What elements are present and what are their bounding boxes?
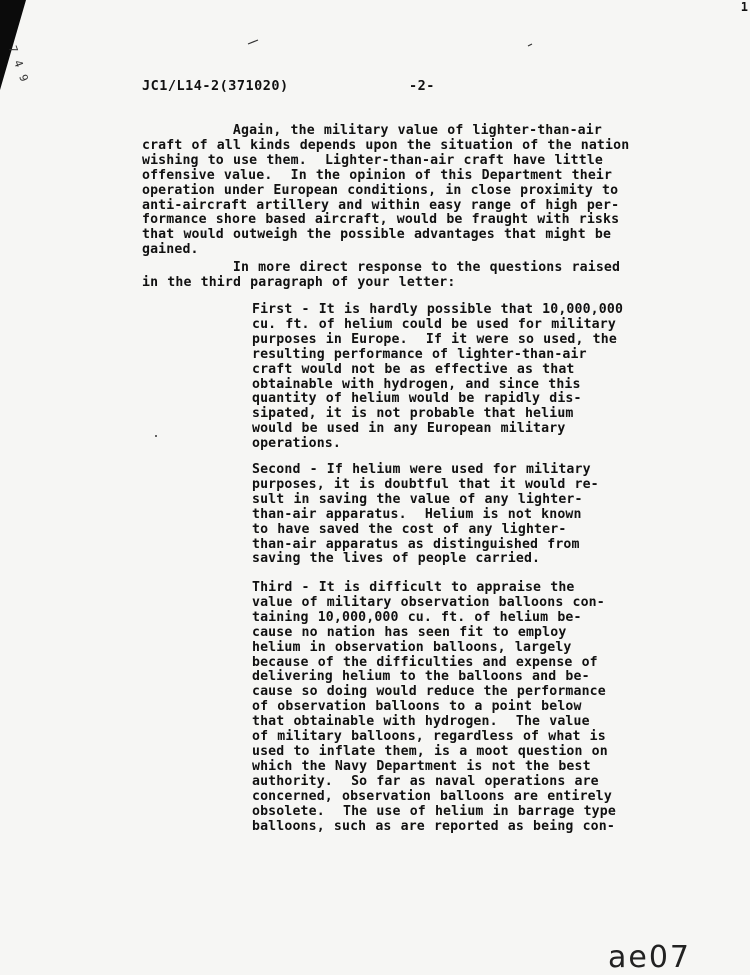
text-line: cause no nation has seen fit to employ: [252, 624, 567, 640]
text-line: used to inflate them, is a moot question on: [252, 743, 608, 759]
text-line: Third - It is difficult to appraise the: [252, 580, 575, 595]
text-line: than-air apparatus as distinguished from: [252, 536, 580, 552]
text-line: that obtainable with hydrogen. The value: [252, 714, 590, 730]
top-right-mark: 1: [740, 0, 748, 14]
text-line: concerned, observation balloons are entirely: [252, 788, 612, 804]
text-line: obtainable with hydrogen, and since this: [252, 376, 581, 392]
text-line: Second - If helium were used for military: [252, 462, 591, 477]
text-line: authority. So far as naval operations are: [252, 773, 599, 789]
text-line: operation under European conditions, in close proximity to: [142, 182, 619, 198]
text-line: sult in saving the value of any lighter-: [252, 491, 583, 507]
text-line: delivering helium to the balloons and be-: [252, 669, 590, 685]
text-line: of military balloons, regardless of what is: [252, 729, 606, 745]
text-line: cu. ft. of helium could be used for military: [252, 316, 616, 332]
text-line: formance shore based aircraft, would be fraught with risks: [142, 212, 620, 228]
text-line: to have saved the cost of any lighter-: [252, 521, 567, 537]
text-line: would be used in any European military: [252, 421, 566, 437]
text-line: saving the lives of people carried.: [252, 551, 541, 567]
text-line: which the Navy Department is not the best: [252, 758, 591, 774]
text-line: operations.: [252, 436, 341, 452]
text-line: craft of all kinds depends upon the situation of the nation: [142, 137, 630, 153]
paragraph-second: [252, 463, 672, 567]
text-line: craft would not be as effective as that: [252, 361, 575, 377]
document-header: [142, 78, 542, 98]
file-reference: JC1/L14-2(371020): [142, 78, 289, 94]
text-line: resulting performance of lighter-than-air: [252, 346, 587, 362]
text-line: wishing to use them. Lighter-than-air craft have little: [142, 152, 604, 168]
text-line: Again, the military value of lighter-than-air: [142, 123, 602, 138]
text-line: obsolete. The use of helium in barrage type: [252, 803, 616, 819]
text-line: than-air apparatus. Helium is not known: [252, 506, 582, 522]
text-line: First - It is hardly possible that 10,000,000: [252, 302, 624, 317]
page-number: -2-: [409, 78, 435, 94]
paragraph-third: [252, 581, 672, 834]
text-line: sipated, it is not probable that helium: [252, 406, 574, 422]
text-line: balloons, such as are reported as being con-: [252, 818, 615, 834]
text-line: value of military observation balloons con-: [252, 594, 605, 610]
text-line: because of the difficulties and expense of: [252, 654, 598, 670]
page-stamp: ae07: [608, 940, 692, 975]
text-line: cause so doing would reduce the performance: [252, 684, 606, 700]
text-line: anti-aircraft artillery and within easy range of high per-: [142, 197, 620, 213]
text-line: of observation balloons to a point below: [252, 699, 582, 715]
margin-scribble: 7 4 9: [5, 44, 32, 85]
paragraph-first: [252, 303, 672, 452]
text-line: that would outweigh the possible advantages that might be: [142, 227, 612, 243]
text-line: purposes in Europe. If it were so used, the: [252, 331, 617, 347]
text-line: helium in observation balloons, largely: [252, 639, 572, 655]
text-line: In more direct response to the questions raised: [142, 260, 621, 275]
text-line: offensive value. In the opinion of this Department their: [142, 167, 613, 183]
text-line: taining 10,000,000 cu. ft. of helium be-: [252, 609, 582, 625]
text-line: in the third paragraph of your letter:: [142, 274, 456, 290]
paragraph-response-intro: [142, 261, 682, 291]
paragraph-military-value: [142, 124, 682, 258]
text-line: purposes, it is doubtful that it would re-: [252, 476, 599, 492]
text-line: gained.: [142, 242, 199, 258]
text-line: quantity of helium would be rapidly dis-: [252, 391, 582, 407]
